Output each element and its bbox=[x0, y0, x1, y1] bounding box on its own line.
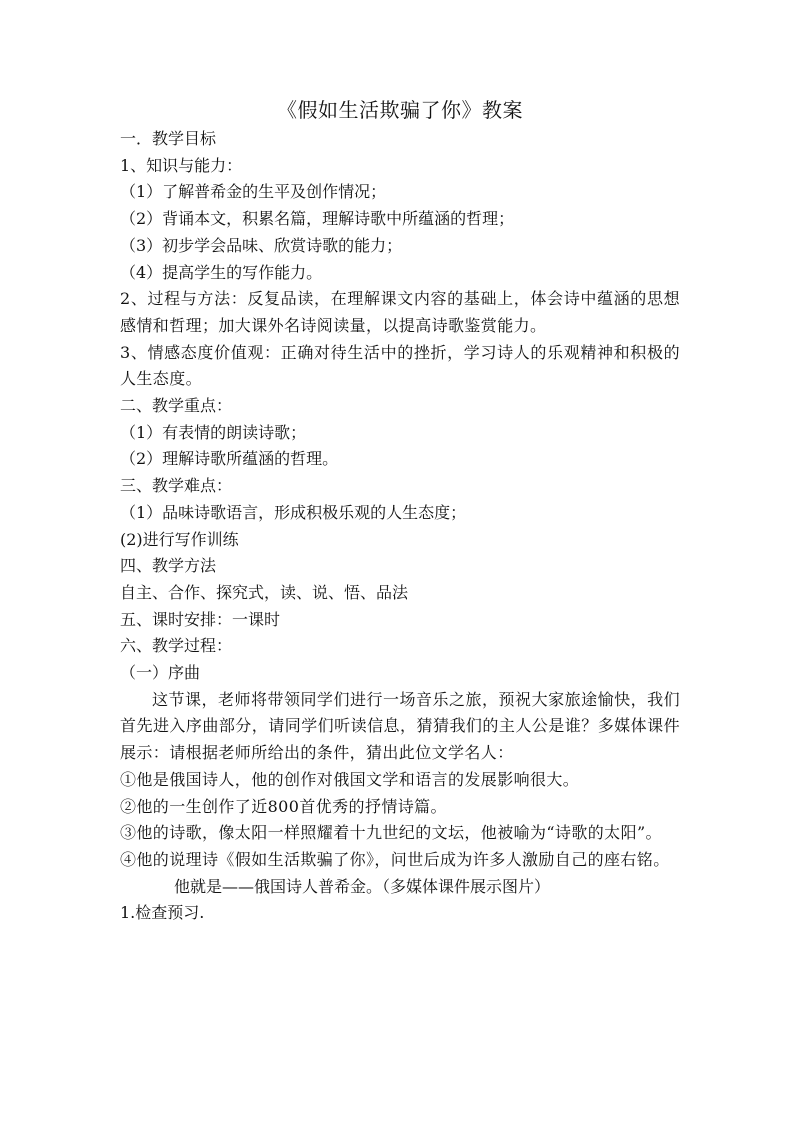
section-key-points: 二、教学重点： bbox=[120, 396, 233, 416]
clue-4: ④他的说理诗《假如生活欺骗了你》，问世后成为许多人激励自己的座右铭。 bbox=[120, 849, 670, 869]
difficulty-1: （1）品味诗歌语言，形成积极乐观的人生态度； bbox=[120, 502, 467, 522]
document-content bbox=[120, 96, 680, 927]
goal-knowledge-ability: 1、知识与能力： bbox=[120, 155, 243, 175]
difficulty-2: (2)进行写作训练 bbox=[120, 529, 239, 549]
intro-paragraph: 这节课，老师将带领同学们进行一场音乐之旅，预祝大家旅途愉快，我们首先进入序曲部分，请同学们听读信息，猜猜我们的主人公是谁？多媒体课件展示：请根据老师所给出的条件，猜出此位文学名人： bbox=[120, 689, 680, 763]
answer-line: 他就是——俄国诗人普希金。（多媒体课件展示图片） bbox=[174, 876, 551, 896]
section-difficulties: 三、教学难点： bbox=[120, 476, 233, 496]
check-preview: 1.检查预习. bbox=[120, 903, 205, 923]
clue-1: ①他是俄国诗人，他的创作对俄国文学和语言的发展影响很大。 bbox=[120, 769, 580, 789]
key-point-1: （1）有表情的朗读诗歌； bbox=[120, 422, 307, 442]
section-schedule: 五、课时安排：一课时 bbox=[120, 609, 281, 629]
section-teaching-method: 四、教学方法 bbox=[120, 556, 217, 576]
goal-item-3: （3）初步学会品味、欣赏诗歌的能力； bbox=[120, 235, 403, 255]
teaching-method-text: 自主、合作、探究式，读、说、悟、品法 bbox=[120, 582, 409, 602]
goal-item-1: （1）了解普希金的生平及创作情况； bbox=[120, 182, 387, 202]
document-title: 《假如生活欺骗了你》教案 bbox=[277, 98, 523, 122]
goal-item-4: （4）提高学生的写作能力。 bbox=[120, 262, 323, 282]
key-point-2: （2）理解诗歌所蕴涵的哲理。 bbox=[120, 449, 339, 469]
goal-emotion-values: 3、情感态度价值观：正确对待生活中的挫折，学习诗人的乐观精神和积极的人生态度。 bbox=[120, 342, 680, 389]
section-teaching-goals: 一．教学目标 bbox=[120, 129, 217, 148]
goal-process-method: 2、过程与方法：反复品读，在理解课文内容的基础上，体会诗中蕴涵的思想感情和哲理；加大课外名诗阅读量，以提高诗歌鉴赏能力。 bbox=[120, 289, 680, 335]
clue-2: ②他的一生创作了近800首优秀的抒情诗篇。 bbox=[120, 796, 447, 816]
section-teaching-process: 六、教学过程： bbox=[120, 636, 233, 656]
subsection-prelude: （一）序曲 bbox=[120, 663, 201, 683]
goal-item-2: （2）背诵本文，积累名篇，理解诗歌中所蕴涵的哲理； bbox=[120, 209, 515, 229]
clue-3: ③他的诗歌，像太阳一样照耀着十九世纪的文坛，他被喻为“诗歌的太阳”。 bbox=[120, 823, 662, 843]
